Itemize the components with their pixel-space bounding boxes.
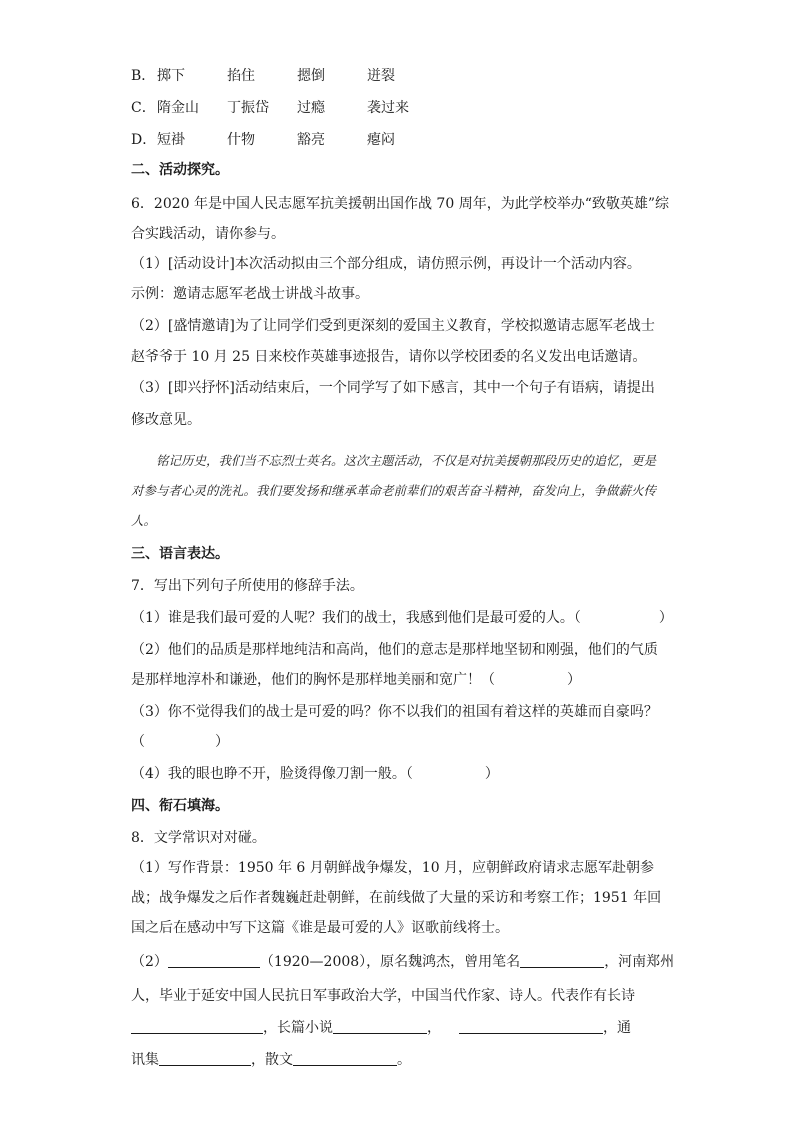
q8-part-2c-end: ，通 <box>603 1020 631 1036</box>
option-word: 丁振岱 <box>227 100 269 116</box>
q7-sentence-4 <box>131 764 499 784</box>
open-paren: （ <box>131 734 145 750</box>
q8-part-2a-text: （1920—2008），原名魏鸿杰，曾用笔名 <box>259 954 521 970</box>
q8-part-1a: （1）写作背景：1950 年 6 月朝鲜战争爆发，10 月，应朝鲜政府请求志愿军赴朝参 <box>131 860 655 876</box>
option-word: 摁倒 <box>297 68 325 84</box>
blank-novel-2[interactable] <box>459 1019 603 1034</box>
q8-part-2c-text: ，长篇小说 <box>263 1020 333 1036</box>
q6-part-1: （1）[活动设计]本次活动拟由三个部分组成，请仿照示例，再设计一个活动内容。 <box>131 256 641 272</box>
q6-part-2a: （2）[盛情邀请]为了让同学们受到更深刻的爱国主义教育，学校拟邀请志愿军老战士 <box>131 318 655 334</box>
q7-sentence-3b <box>131 732 229 752</box>
part-label: （2） <box>131 954 168 970</box>
q7-title: 7．写出下列句子所使用的修辞手法。 <box>131 578 364 594</box>
blank-pen-name[interactable] <box>520 953 604 968</box>
close-paren: ） <box>215 734 229 750</box>
q7-sentence-3a: （3）你不觉得我们的战士是可爱的吗？你不以我们的祖国有着这样的英雄而自豪吗？ <box>131 704 658 720</box>
blank-prose[interactable] <box>293 1051 397 1066</box>
student-reflection-quote: 铭记历史，我们当不忘烈士英名。这次主题活动，不仅是对抗美援朝那段历史的追忆，更是对参与者心灵的洗礼。我们要发扬和继承革命老前辈们的艰苦奋斗精神，奋发向上，争做薪火传人。 <box>131 453 657 528</box>
section-heading-language: 三、语言表达。 <box>131 546 229 562</box>
q7-sentence-2b-text: 是那样地淳朴和谦逊，他们的胸怀是那样地美丽和宽广！（ <box>131 672 495 688</box>
q6-example: 示例：邀请志愿军老战士讲战斗故事。 <box>131 286 369 302</box>
option-word: 短褂 <box>157 132 185 148</box>
option-word: 什物 <box>227 132 255 148</box>
q8-part-2d-end: 。 <box>397 1052 411 1068</box>
q8-part-1c: 国之后在感动中写下这篇《谁是最可爱的人》讴歌前线将士。 <box>131 920 509 936</box>
q7-sentence-4-text: （4）我的眼也睁不开，脸烫得像刀割一般。（ <box>131 766 413 782</box>
option-label: B． <box>131 68 156 84</box>
close-paren: ） <box>658 610 673 626</box>
q7-sentence-1 <box>131 608 673 628</box>
blank-long-poem[interactable] <box>131 1019 263 1034</box>
q7-sentence-1-text: （1）谁是我们最可爱的人呢？我们的战士，我感到他们是最可爱的人。（ <box>131 610 581 626</box>
q8-part-2a <box>131 952 674 972</box>
blank-novel-1[interactable] <box>333 1019 427 1034</box>
close-paren: ） <box>484 766 499 782</box>
q6-line-2: 合实践活动，请你参与。 <box>131 226 285 242</box>
q7-sentence-2b <box>131 670 581 690</box>
q7-sentence-2a: （2）他们的品质是那样地纯洁和高尚，他们的意志是那样地坚韧和刚强，他们的气质 <box>131 642 658 658</box>
option-label: C． <box>131 100 156 116</box>
q8-part-2c <box>131 1018 631 1038</box>
section-heading-literature: 四、衔石填海。 <box>131 798 229 814</box>
option-word: 瘪闷 <box>367 132 395 148</box>
q6-part-3b: 修改意见。 <box>131 412 201 428</box>
option-d <box>131 130 395 150</box>
q8-part-2d <box>131 1050 411 1070</box>
option-word: 迸裂 <box>367 68 395 84</box>
option-label: D． <box>131 132 157 148</box>
option-word: 过瘾 <box>297 100 325 116</box>
q8-part-2d-a: 讯集 <box>131 1052 159 1068</box>
blank-author[interactable] <box>168 953 260 968</box>
q8-part-2a-end: ，河南郑州 <box>604 954 675 970</box>
option-word: 掷下 <box>157 68 185 84</box>
option-word: 隋金山 <box>157 100 199 116</box>
q6-part-3a: （3）[即兴抒怀]活动结束后，一个同学写了如下感言，其中一个句子有语病，请提出 <box>131 380 655 396</box>
q6-part-2b: 赵爷爷于 10 月 25 日来校作英雄事迹报告，请你以学校团委的名义发出电话邀请。 <box>131 349 647 365</box>
q8-part-1b: 战；战争爆发之后作者魏巍赶赴朝鲜，在前线做了大量的采访和考察工作；1951 年回 <box>131 890 662 906</box>
q8-part-2b: 人，毕业于延安中国人民抗日军事政治大学，中国当代作家、诗人。代表作有长诗 <box>131 988 635 1004</box>
option-word: 豁亮 <box>297 132 325 148</box>
q8-part-2d-b: ，散文 <box>251 1052 293 1068</box>
q6-line-1: 6．2020 年是中国人民志愿军抗美援朝出国作战 70 周年，为此学校举办“致敬英雄”综 <box>131 196 670 212</box>
option-c <box>131 98 409 118</box>
option-word: 袭过来 <box>367 100 409 116</box>
option-b <box>131 66 395 86</box>
q8-title: 8．文学常识对对碰。 <box>131 830 266 846</box>
close-paren: ） <box>567 672 581 688</box>
option-word: 掐住 <box>227 68 255 84</box>
blank-correspondence[interactable] <box>159 1051 251 1066</box>
separator: ， <box>427 1020 441 1036</box>
section-heading-activity: 二、活动探究。 <box>131 162 229 178</box>
